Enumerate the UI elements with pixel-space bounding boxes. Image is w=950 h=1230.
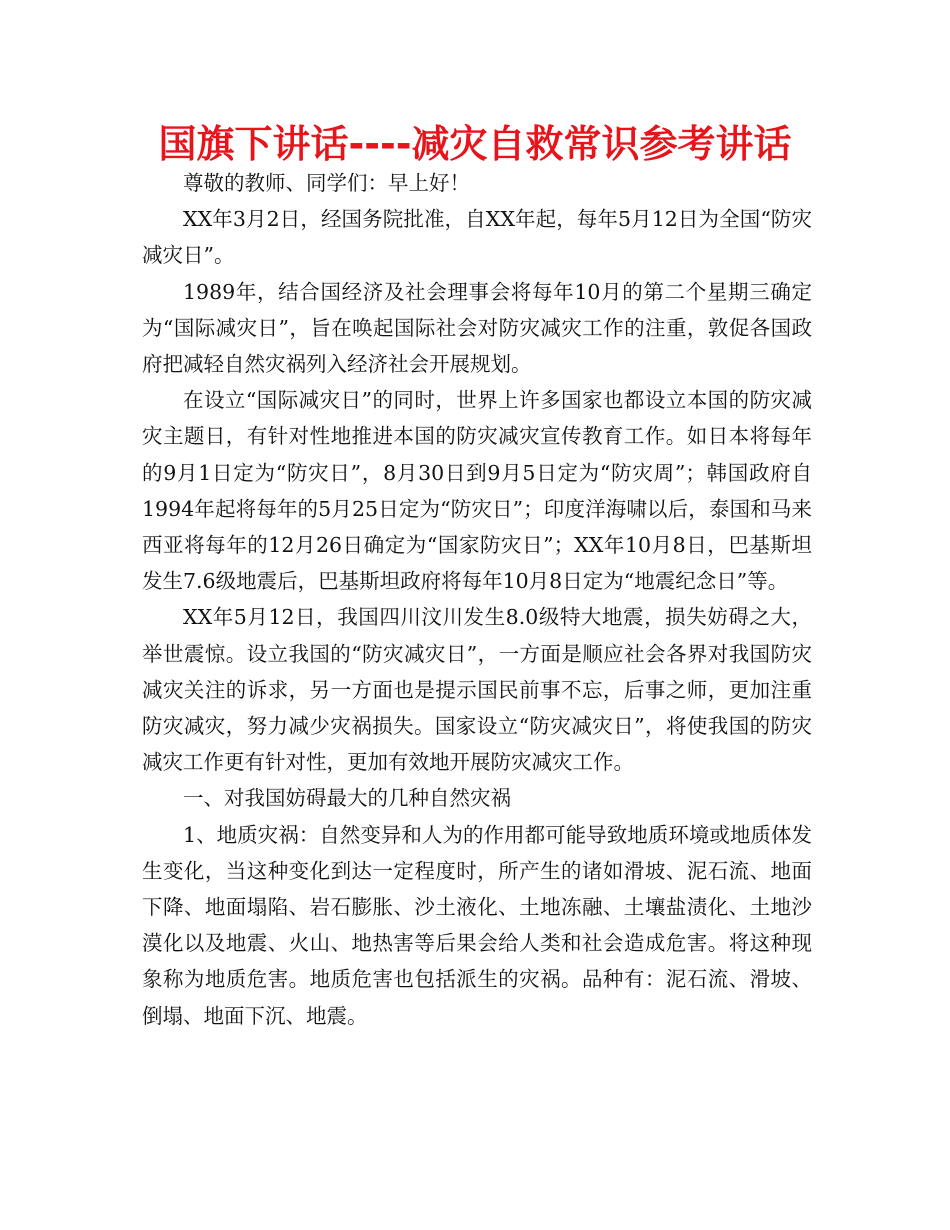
section-heading: 一、对我国妨碍最大的几种自然灾祸 [183, 786, 511, 811]
paragraph-international-day: 1989年，结合国经济及社会理事会将每年10月的第二个星期三确定为“国际减灾日”，旨在唤起国际社会对防灾减灾工作的注重，敦促各国政府把减轻自然灾祸列入经济社会开展规划。 [142, 279, 812, 377]
paragraph-disaster-day-approval: XX年3月2日，经国务院批准，自XX年起，每年5月12日为全国“防灾减灾日”。 [142, 207, 812, 268]
paragraph-geological-disasters: 1、地质灾祸：自然变异和人为的作用都可能导致地质环境或地质体发生变化，当这种变化到达一定程度时，所产生的诸如滑坡、泥石流、地面下降、地面塌陷、岩石膨胀、沙土液化、土地冻融、土壤盐渍化、土地沙漠化以及地震、火山、地热害等后果会给人类和社会造成危害。将这种现象称为地质危害。地质危害也包括派生的灾祸。品种有：泥石流、滑坡、倒塌、地面下沉、地震。 [142, 822, 812, 1028]
page-title: 国旗下讲话----减灾自救常识参考讲话 [158, 122, 792, 166]
greeting-paragraph: 尊敬的教师、同学们：早上好！ [183, 171, 470, 195]
document-body [142, 165, 812, 1034]
paragraph-wenchuan-earthquake: XX年5月12日，我国四川汶川发生8.0级特大地震，损失妨碍之大，举世震惊。设立我国的“防灾减灾日”，一方面是顺应社会各界对我国防灾减灾关注的诉求，另一方面也是提示国民前事不忘，后事之师，更加注重防灾减灾，努力减少灾祸损失。国家设立“防灾减灾日”，将使我国的防灾减灾工作更有针对性，更加有效地开展防灾减灾工作。 [142, 605, 812, 775]
paragraph-other-countries: 在设立“国际减灾日”的同时，世界上许多国家也都设立本国的防灾减灾主题日，有针对性地推进本国的防灾减灾宣传教育工作。如日本将每年的9月1日定为“防灾日”，8月30日到9月5日定为“防灾周”；韩国政府自1994年起将每年的5月25日定为“防灾日”；印度洋海啸以后，泰国和马来西亚将每年的12月26日确定为“国家防灾日”；XX年10月8日，巴基斯坦发生7.6级地震后，巴基斯坦政府将每年10月8日定为“地震纪念日”等。 [142, 388, 812, 594]
